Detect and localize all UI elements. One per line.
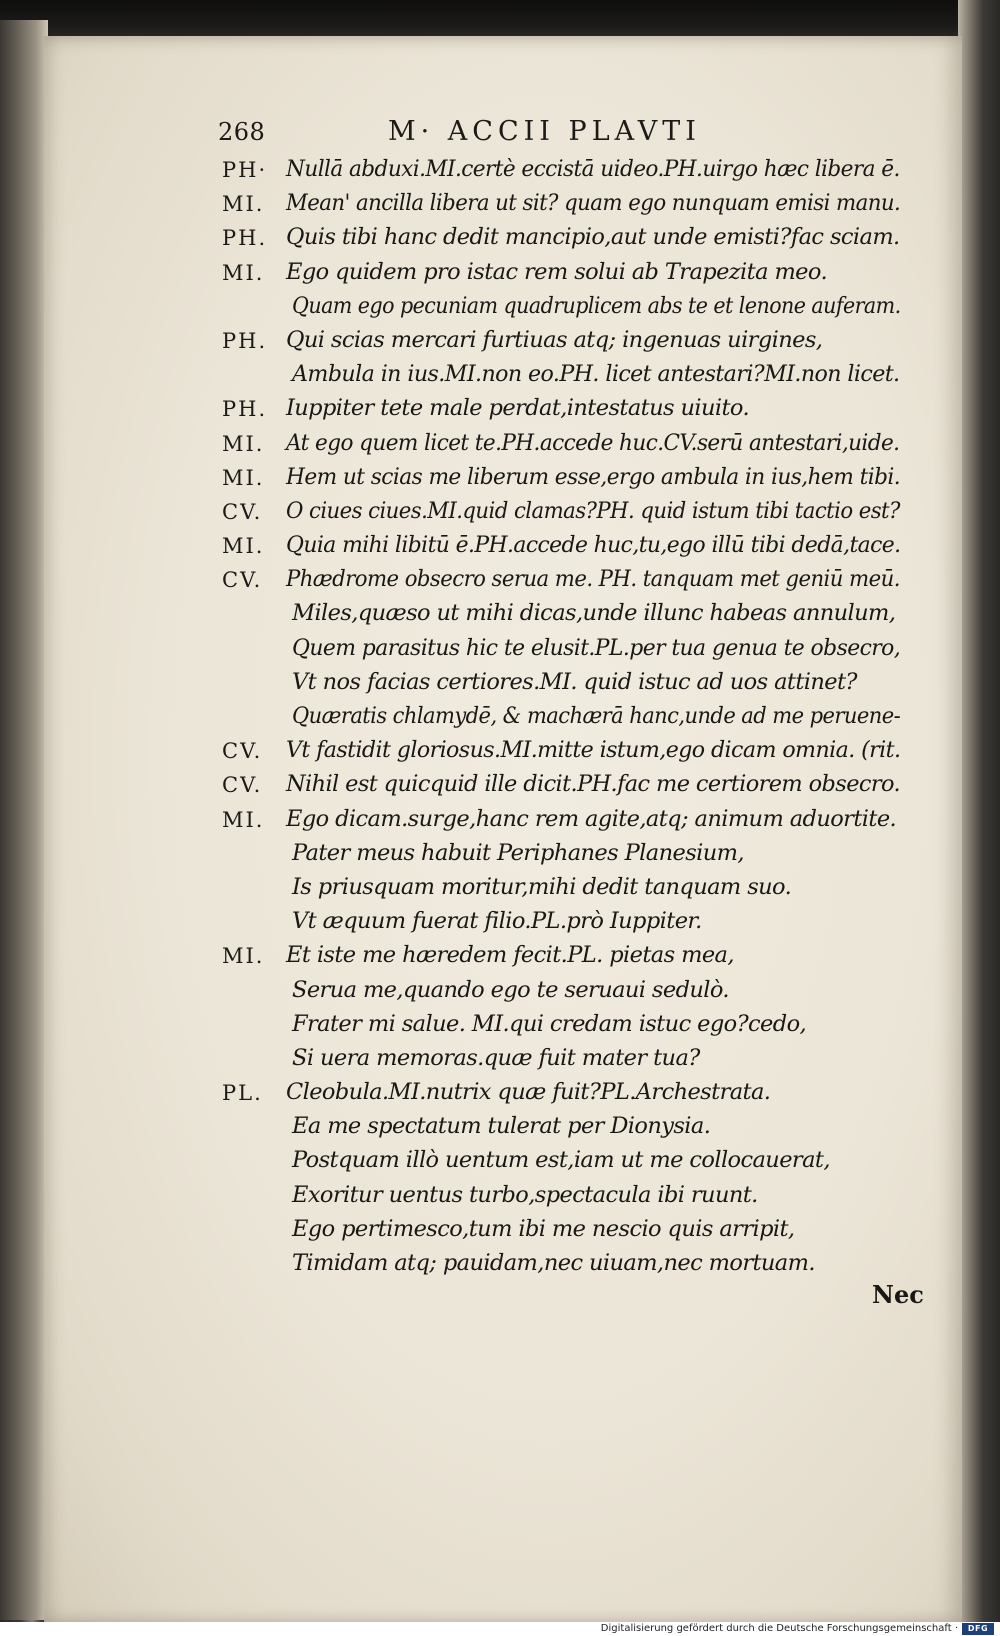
speaker-label: PH· [222,158,268,182]
verse-line [0,293,1000,327]
speaker-label: MI. [222,944,265,969]
verse-line [0,327,1000,361]
verse-line [0,1216,1000,1250]
verse-line [0,737,1000,771]
verse-line [0,190,1000,224]
verse-text: Exoritur uentus turbo,spectacula ibi ruunt. [292,1181,758,1208]
verse-text: Frater mi salue. MI.qui credam istuc ego?cedo, [292,1010,807,1037]
footer-credit: Digitalisierung gefördert durch die Deutsche Forschungsgemeinschaft · [600,1623,958,1634]
verse-text: Vt nos facias certiores.MI. quid istuc ad uos attinet? [292,668,857,695]
verse-text: Ea me spectatum tulerat per Dionysia. [292,1113,711,1140]
verse-line [0,635,1000,669]
verse-line [0,532,1000,566]
speaker-label: PH. [222,397,268,422]
verse-line [0,1011,1000,1045]
verse-text: Timidam atq; pauidam,nec uiuam,nec mortuam. [292,1250,815,1276]
speaker-label: MI. [222,534,265,559]
speaker-label: MI. [222,431,265,456]
verse-line [0,1045,1000,1079]
speaker-label: CV. [222,568,263,593]
speaker-label: MI. [222,192,265,217]
verse-text: Ego dicam.surge,hanc rem agite,atq; animum aduortite. [286,805,897,832]
speaker-label: CV. [222,499,263,524]
speaker-label: CV. [222,773,263,798]
verse-text: O ciues ciues.MI.quid clamas?PH. quid istum tibi tactio est? [286,497,900,524]
verse-line [0,566,1000,600]
verse-line [0,1079,1000,1113]
verse-text: Ambula in ius.MI.non eo.PH. licet antestari?MI.non licet. [292,361,900,388]
speaker-label: MI. [222,260,265,285]
verse-line [0,977,1000,1011]
verse-text: Quis tibi hanc dedit mancipio,aut unde emisti?fac sciam. [286,224,900,251]
verse-line [0,703,1000,737]
verse-text: Quia mihi libitū ē.PH.accede huc,tu,ego illū tibi dedā,tace. [286,532,901,559]
verse-text: Cleobula.MI.nutrix quæ fuit?PL.Archestrata. [286,1079,771,1106]
verse-text: Mean' ancilla libera ut sit? quam ego nunquam emisi manu. [286,190,901,217]
verse-line [0,874,1000,908]
verse-text: Quem parasitus hic te elusit.PL.per tua genua te obsecro, [292,634,901,661]
verse-line [0,1182,1000,1216]
verse-text: Vt æquum fuerat filio.PL.prò Iuppiter. [292,908,702,935]
verse-line [0,1147,1000,1181]
verse-text: Si uera memoras.quæ fuit mater tua? [292,1044,700,1071]
verse-text: Et iste me hæredem fecit.PL. pietas mea, [286,942,734,969]
speaker-label: PL. [222,1081,263,1106]
verse-text: Ego quidem pro istac rem solui ab Trapezita meo. [286,258,827,285]
verse-text: Quam ego pecuniam quadruplicem abs te et lenone auferam. [292,292,901,319]
verse-line [0,361,1000,395]
verse-line [0,259,1000,293]
verse-line [0,908,1000,942]
verse-text: Quæratis chlamydē, & machærā hanc,unde ad me peruene- [292,703,901,729]
speaker-label: CV. [222,739,263,764]
verse-line [0,498,1000,532]
verse-text: Nihil est quicquid ille dicit.PH.fac me certiorem obsecro. [286,771,901,798]
page-header [0,118,1000,152]
verse-text: Is priusquam moritur,mihi dedit tanquam suo. [292,873,792,900]
verse-line [0,156,1000,190]
page-number: 268 [218,118,266,146]
verse-text: Serua me,quando ego te seruaui sedulò. [292,976,729,1003]
verse-line [0,840,1000,874]
verse-line [0,224,1000,258]
verse-text: Vt fastidit gloriosus.MI.mitte istum,ego dicam omnia. (rit. [286,737,901,764]
verse-line [0,464,1000,498]
verse-text: Nullā abduxi.MI.certè eccistā uideo.PH.uirgo hæc libera ē. [286,156,900,182]
verse-line [0,669,1000,703]
dfg-logo: DFG [962,1623,994,1635]
verse-line [0,771,1000,805]
digitization-footer [0,1622,1000,1636]
running-title: M· ACCII PLAVTI [388,116,701,147]
verse-text: Miles,quæso ut mihi dicas,unde illunc habeas annulum, [292,600,896,627]
verse-text: Qui scias mercari furtiuas atq; ingenuas uirgines, [286,326,823,353]
speaker-label: PH. [222,328,268,353]
verse-line [0,395,1000,429]
verse-text: Pater meus habuit Periphanes Planesium, [292,839,744,866]
verse-text: Postquam illò uentum est,iam ut me collocauerat, [292,1147,830,1174]
speaker-label: MI. [222,807,265,832]
verse-line [0,430,1000,464]
verse-text: Hem ut scias me liberum esse,ergo ambula in ius,hem tibi. [286,463,901,490]
play-text [0,156,1000,1284]
verse-line [0,942,1000,976]
verse-line [0,1113,1000,1147]
verse-line [0,806,1000,840]
speaker-label: PH. [222,226,268,251]
speaker-label: MI. [222,465,265,490]
catchword: Nec [872,1280,924,1309]
verse-text: Ego pertimesco,tum ibi me nescio quis arripit, [292,1215,795,1242]
verse-text: Phædrome obsecro serua me. PH. tanquam met geniū meū. [286,566,900,593]
verse-text: Iuppiter tete male perdat,intestatus uiuito. [286,395,750,422]
verse-line [0,1250,1000,1284]
verse-line [0,600,1000,634]
verse-text: At ego quem licet te.PH.accede huc.CV.serū antestari,uide. [286,429,900,456]
